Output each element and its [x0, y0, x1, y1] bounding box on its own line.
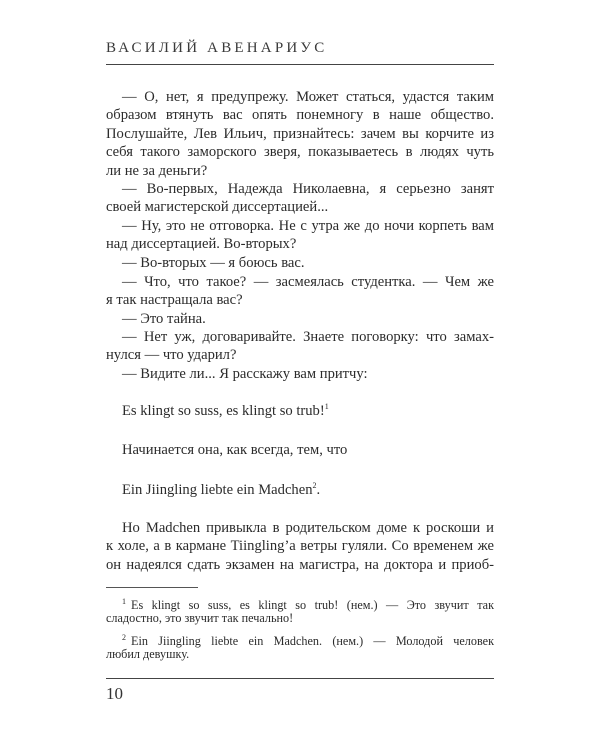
paragraph-9-line-2: к холе, а в кармане Tiingling’a ветры гуляли. Со временем же — [106, 538, 494, 555]
footnote-1-line-2: сладостно, это звучит так печально! — [106, 611, 294, 625]
paragraph-2-line-2: своей магистерской диссертацией... — [106, 199, 329, 216]
paragraph-9-line-3: он надеялся сдать экзамен на магистра, на доктора и приоб- — [106, 556, 494, 573]
paragraph-2 — [106, 180, 494, 217]
paragraph-7-line-1: — Нет уж, договаривайте. Знаете поговорку: что замах- — [122, 329, 494, 345]
footnote-ref-2: 2 — [312, 481, 317, 490]
paragraph-1-line-4: себя такого заморского зверя, показываетесь в людях чуть — [106, 144, 494, 161]
running-header: ВАСИЛИЙ АВЕНАРИУС — [106, 40, 328, 56]
page-number: 10 — [106, 684, 123, 703]
paragraph-7-line-2: нулся — что ударил? — [106, 347, 237, 364]
paragraph-2-line-1: — Во-первых, Надежда Николаевна, я серьезно занят — [122, 181, 494, 197]
paragraph-6: — Это тайна. — [122, 311, 206, 327]
footnote-2-text-1: Ein Jiingling liebte ein Madchen. (нем.) — Молодой человек — [131, 634, 494, 648]
footnote-2-line-1 — [106, 630, 494, 646]
verse-line-1-text: Es klingt so suss, es klingt so trub! — [122, 403, 325, 419]
paragraph-3 — [106, 217, 494, 254]
footnote-2-mark: 2 — [122, 633, 126, 642]
paragraph-9-line-1: Но Madchen привыкла в родительском доме к роскоши и — [122, 520, 494, 536]
footnote-2 — [106, 630, 494, 662]
verse-line-2-text: Ein Jiingling liebte ein Madchen — [122, 482, 313, 498]
paragraph-3-line-2: над диссертацией. Во-вторых? — [106, 236, 297, 253]
footnote-1-line-1 — [106, 594, 494, 610]
paragraph-1 — [106, 88, 494, 180]
paragraph-5-line-2: я так настращала вас? — [106, 292, 243, 309]
narration-line: Начинается она, как всегда, тем, что — [122, 442, 348, 458]
paragraph-8: — Видите ли... Я расскажу вам притчу: — [122, 366, 368, 382]
verse-line-1 — [122, 402, 329, 420]
paragraph-3-line-1: — Ну, это не отговорка. Не с утра же до ночи корпеть вам — [122, 218, 494, 234]
verse-line-2-period: . — [316, 482, 321, 498]
footnote-1-mark: 1 — [122, 597, 126, 606]
paragraph-7 — [106, 328, 494, 365]
verse-line-2 — [122, 481, 320, 499]
paragraph-5-line-1: — Что, что такое? — засмеялась студентка. — Чем же — [122, 274, 494, 290]
paragraph-1-line-5: ли не за деньги? — [106, 162, 208, 179]
footnote-2-line-2: любил девушку. — [106, 647, 190, 661]
paragraph-9 — [106, 519, 494, 574]
paragraph-5 — [106, 273, 494, 310]
paragraph-1-line-1: — О, нет, я предупрежу. Может статься, удастся таким — [122, 89, 494, 105]
header-rule — [106, 64, 494, 65]
paragraph-1-line-3: Послушайте, Лев Ильич, признайтесь: зачем вы корчите из — [106, 125, 494, 142]
paragraph-1-line-2: образом втянуть вас опять понемногу в наше общество. — [106, 107, 494, 124]
footer-rule — [106, 678, 494, 679]
footnote-1-text-1: Es klingt so suss, es klingt so trub! (нем.) — Это звучит так — [131, 598, 494, 612]
footnote-separator — [106, 587, 198, 588]
footnote-ref-1: 1 — [324, 402, 329, 411]
paragraph-4: — Во-вторых — я боюсь вас. — [122, 255, 305, 271]
footnote-1 — [106, 594, 494, 626]
